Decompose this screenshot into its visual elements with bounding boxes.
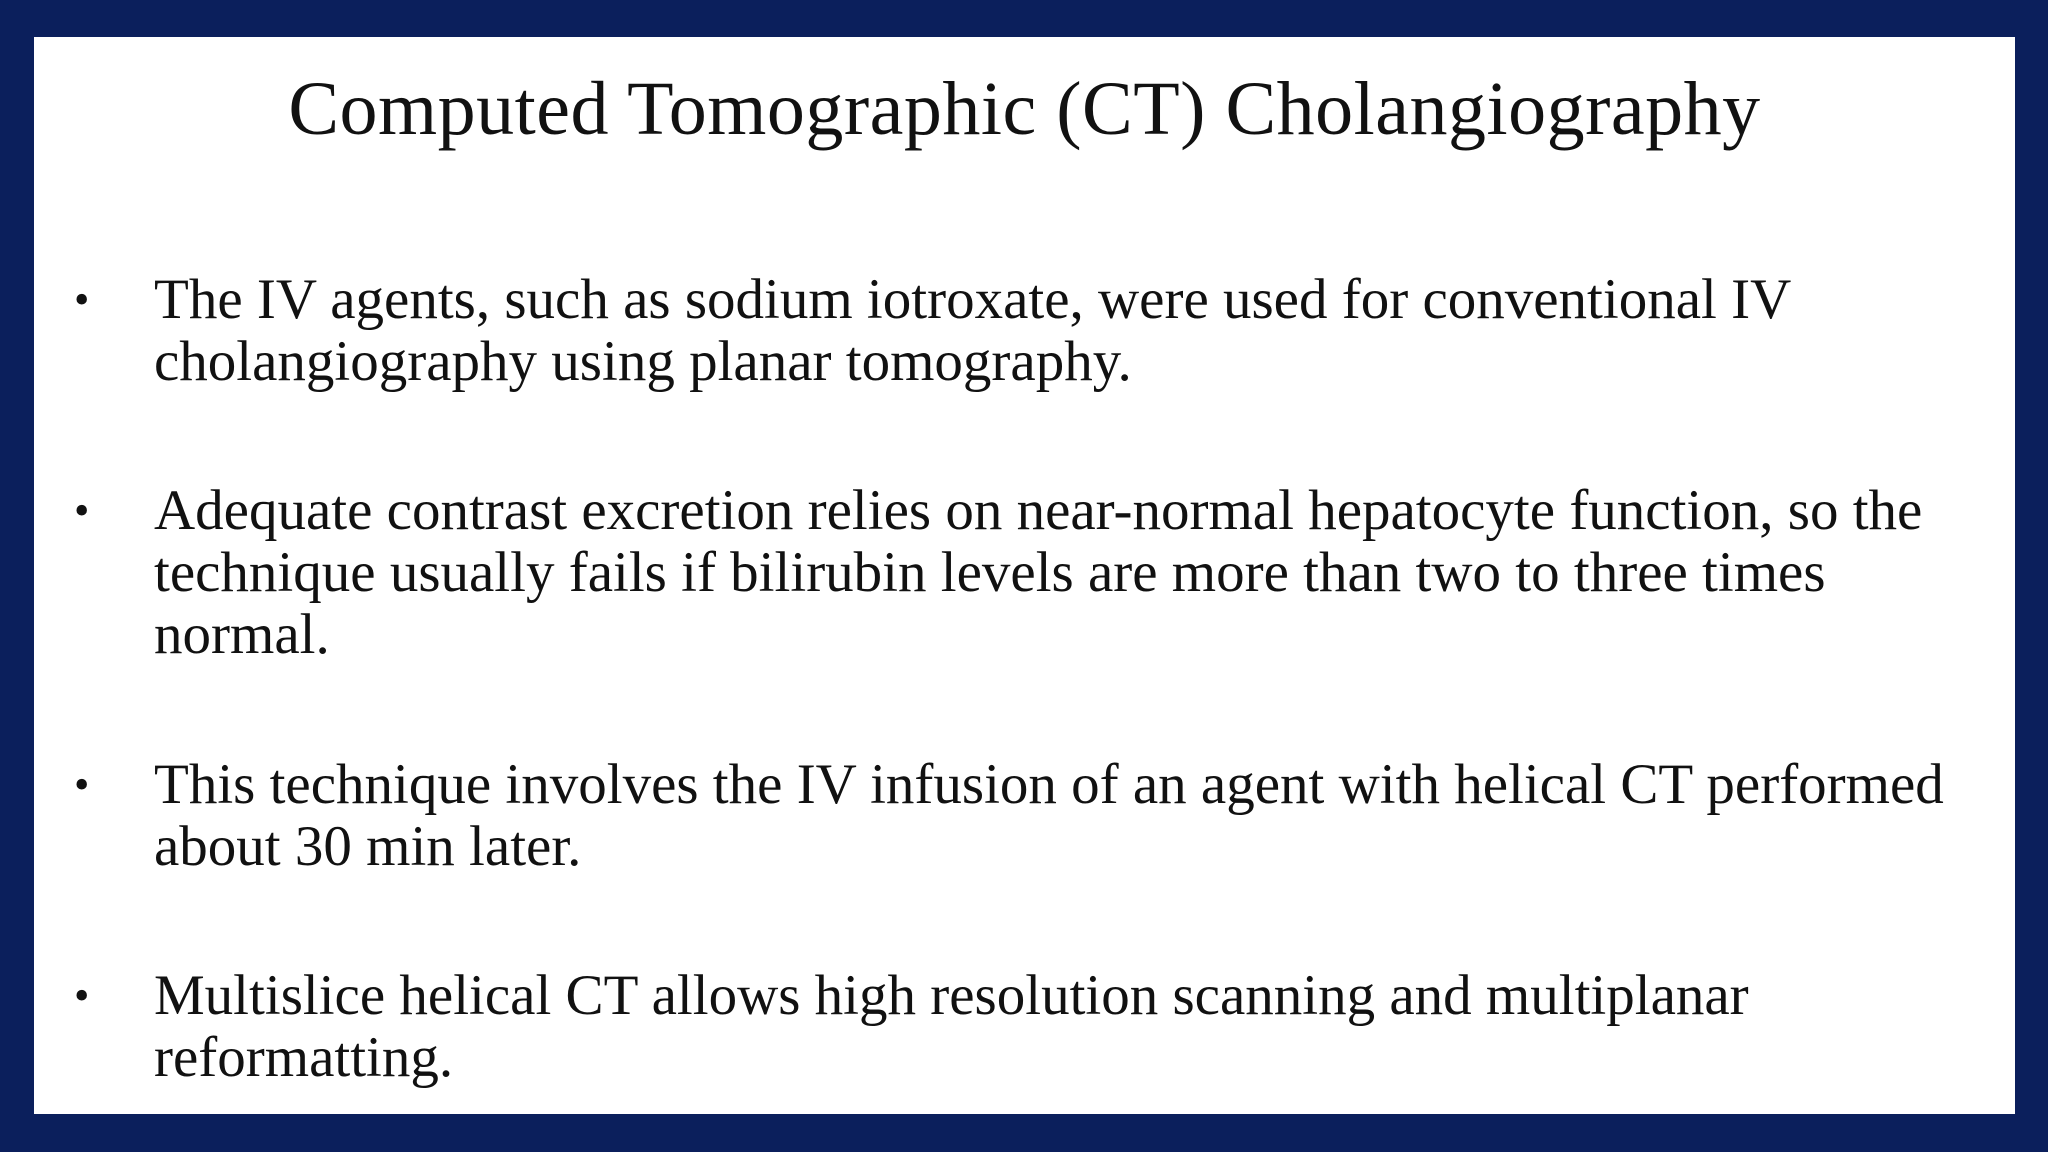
slide-canvas [34, 37, 2015, 1114]
bullet-point-icon: • [74, 486, 90, 535]
bullet-point-icon: • [74, 275, 90, 324]
bullet-text: Multislice helical CT allows high resolution scanning and multiplanar reformatting. [154, 964, 1749, 1089]
bullet-text: The IV agents, such as sodium iotroxate, were used for conventional IV cholangiography using planar tomography. [154, 268, 1791, 393]
slide-title: Computed Tomographic (CT) Cholangiography [288, 67, 1761, 151]
bullet-text: Adequate contrast excretion relies on near-normal hepatocyte function, so the technique usually fails if bilirubin levels are more than two to three times normal. [154, 479, 1923, 666]
bullet-text: This technique involves the IV infusion of an agent with helical CT performed about 30 min later. [154, 753, 1944, 878]
bullet-point-icon: • [74, 971, 90, 1020]
bullet-point-icon: • [74, 760, 90, 809]
